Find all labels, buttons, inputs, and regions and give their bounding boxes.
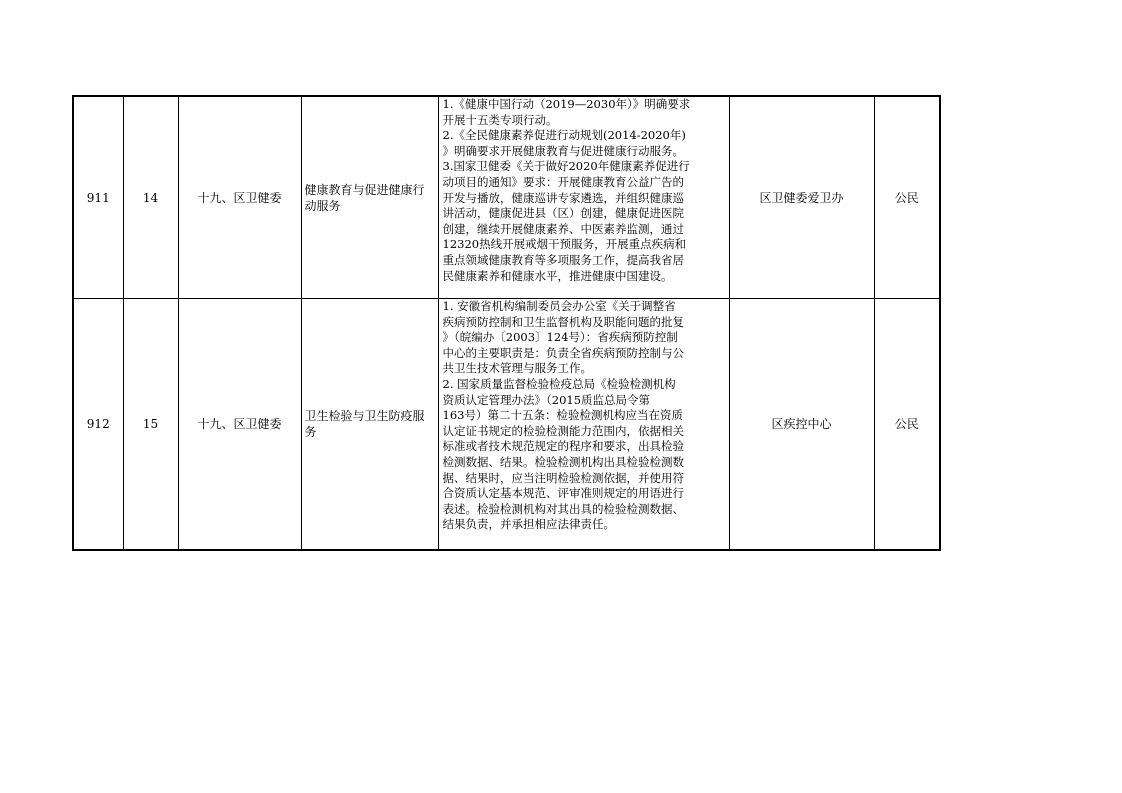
basis-line: 认定证书规定的检验检测能力范围内，依据相关 (442, 423, 684, 438)
num-cell: 14 (123, 96, 178, 299)
seq-cell: 912 (73, 299, 123, 551)
basis-line: 民健康素养和健康水平，推进健康中国建设。 (442, 268, 673, 283)
table-row (73, 96, 940, 299)
basis-line: 创建，继续开展健康素养、中医素养监测，通过 (442, 221, 684, 236)
basis-line: 重点领域健康教育等多项服务工作，提高我省居 (442, 252, 684, 267)
basis-line: 中心的主要职责是：负责全省疾病预防控制与公 (442, 345, 684, 360)
basis-line: 疾病预防控制和卫生监督机构及职能问题的批复 (442, 314, 684, 329)
basis-line: 》明确要求开展健康教育与促进健康行动服务。 (442, 143, 684, 158)
basis-line: 共卫生技术管理与服务工作。 (442, 361, 592, 376)
basis-line: 结果负责，并承担相应法律责任。 (442, 517, 615, 532)
unit-cell: 区卫健委爱卫办 (729, 96, 874, 299)
basis-line: 检测数据、结果。检验检测机构出具检验检测数 (442, 454, 684, 469)
service-name-line: 健康教育与促进健康行 (304, 182, 425, 197)
service-table (72, 95, 941, 551)
basis-line: 163号）第二十五条：检验检测机构应当在资质 (442, 408, 683, 423)
target-cell: 公民 (874, 96, 940, 299)
basis-line: 表述。检验检测机构对其出具的检验检测数据、 (442, 501, 684, 516)
dept-cell: 十九、区卫健委 (178, 299, 301, 551)
basis-line: 合资质认定基本规范、评审准则规定的用语进行 (442, 486, 684, 501)
service-name-cell (301, 299, 438, 551)
target-cell: 公民 (874, 299, 940, 551)
service-name-line: 卫生检验与卫生防疫服 (304, 409, 425, 423)
basis-cell (438, 96, 729, 299)
service-name-line: 务 (304, 425, 317, 439)
num-cell: 15 (123, 299, 178, 551)
unit-cell: 区疾控中心 (729, 299, 874, 551)
basis-line: 2. 国家质量监督检验检疫总局《检验检测机构 (442, 376, 676, 391)
basis-line: 据、结果时，应当注明检验检测依据，并使用符 (442, 470, 684, 485)
service-name-line: 动服务 (304, 198, 341, 213)
basis-line: 开展十五类专项行动。 (442, 112, 558, 127)
basis-line: 12320热线开展戒烟干预服务，开展重点疾病和 (442, 237, 687, 252)
basis-line: 2.《全民健康素养促进行动规划(2014-2020年) (442, 128, 686, 143)
basis-line: 3.国家卫健委《关于做好2020年健康素养促进行 (442, 159, 690, 174)
seq-cell: 911 (73, 96, 123, 299)
table-row (73, 299, 940, 551)
basis-line: 标准或者技术规范规定的程序和要求，出具检验 (442, 439, 684, 454)
dept-cell: 十九、区卫健委 (178, 96, 301, 299)
basis-line: 开发与播放，健康巡讲专家遴选，并组织健康巡 (442, 190, 684, 205)
basis-line: 资质认定管理办法》（2015质监总局令第 (442, 392, 651, 407)
basis-line: 讲活动，健康促进县（区）创建，健康促进医院 (442, 206, 684, 221)
basis-line: 》（皖编办〔2003〕124号）：省疾病预防控制 (442, 330, 678, 345)
basis-cell (438, 299, 729, 551)
basis-line: 动项目的通知》要求：开展健康教育公益广告的 (442, 174, 684, 189)
basis-line: 1.《健康中国行动（2019—2030年）》明确要求 (442, 97, 691, 111)
service-name-cell (301, 96, 438, 299)
basis-line: 1. 安徽省机构编制委员会办公室《关于调整省 (442, 299, 676, 313)
